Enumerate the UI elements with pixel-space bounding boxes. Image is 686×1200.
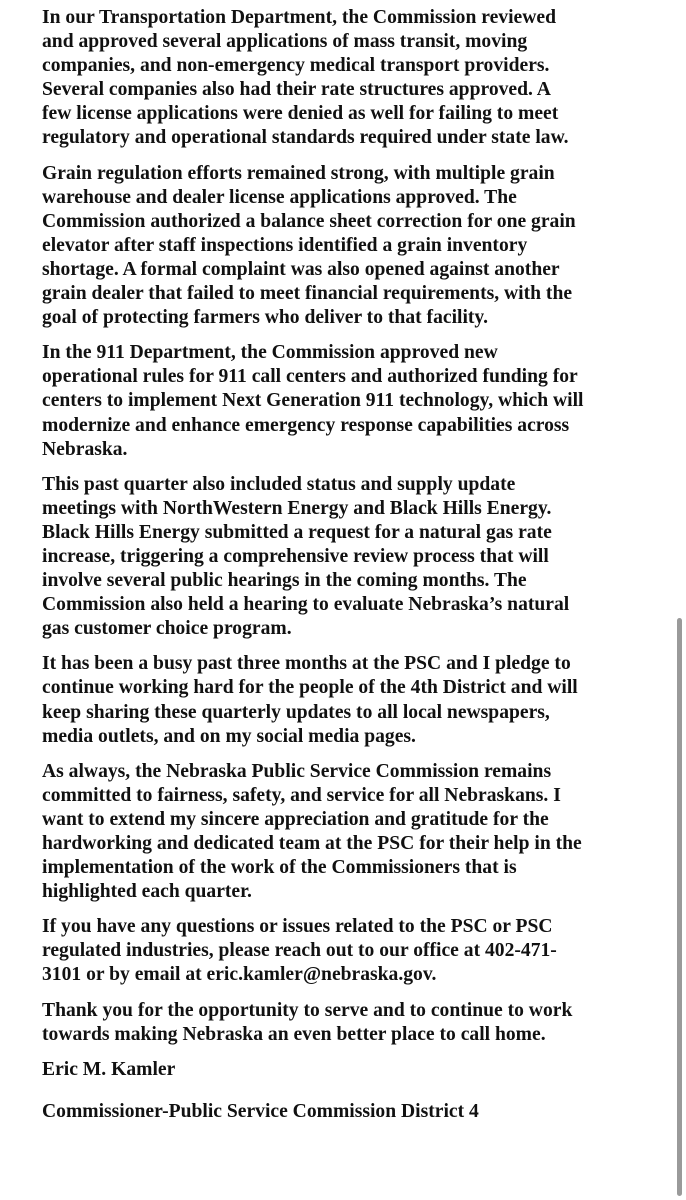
paragraph-contact-info: If you have any questions or issues related to the PSC or PSC regulated industries, please reach out to our office at 402-471- 3101 or by email at eric.kamler@nebraska.gov.	[42, 916, 557, 986]
signature-title: Commissioner-Public Service Commission District 4	[42, 1100, 479, 1122]
paragraph-thank-you: Thank you for the opportunity to serve and to continue to work towards making Nebraska an even better place to call home.	[42, 999, 573, 1045]
document-body	[42, 6, 648, 1135]
paragraph-energy-updates: This past quarter also included status and supply update meetings with NorthWestern Energy and Black Hills Energy. Black Hills Energy submitted a request for a natural gas rate increase, triggering a comprehensive review process that will involve several public hearings in the coming months. The Commission also held a hearing to evaluate Nebraska’s natural gas customer choice program.	[42, 473, 570, 640]
signature-name: Eric M. Kamler	[42, 1058, 176, 1080]
paragraph-transportation: In our Transportation Department, the Commission reviewed and approved several applications of mass transit, moving companies, and non-emergency medical transport providers. Several companies also had their rate structures approved. A few license applications were denied as well for failing to meet regulatory and operational standards required under state law.	[42, 7, 569, 149]
paragraph-busy-quarter: It has been a busy past three months at the PSC and I pledge to continue working hard for the people of the 4th District and will keep sharing these quarterly updates to all local newspapers, media outlets, and on my social media pages.	[42, 653, 578, 747]
paragraph-grain-regulation: Grain regulation efforts remained strong, with multiple grain warehouse and dealer license applications approved. The Commission authorized a balance sheet correction for one grain elevator after staff inspections identified a grain inventory shortage. A formal complaint was also opened against another grain dealer that failed to meet financial requirements, with the goal of protecting farmers who deliver to that facility.	[42, 162, 576, 329]
scrollbar-thumb[interactable]	[677, 618, 682, 1196]
vertical-scrollbar[interactable]	[676, 0, 684, 1200]
paragraph-911-department: In the 911 Department, the Commission approved new operational rules for 911 call centers and authorized funding for centers to implement Next Generation 911 technology, which will modernize and enhance emergency response capabilities across Nebraska.	[42, 342, 584, 460]
paragraph-appreciation: As always, the Nebraska Public Service Commission remains committed to fairness, safety, and service for all Nebraskans. I want to extend my sincere appreciation and gratitude for the hardworking and dedicated team at the PSC for their help in the implementation of the work of the Commissioners that is highlighted each quarter.	[42, 760, 582, 903]
